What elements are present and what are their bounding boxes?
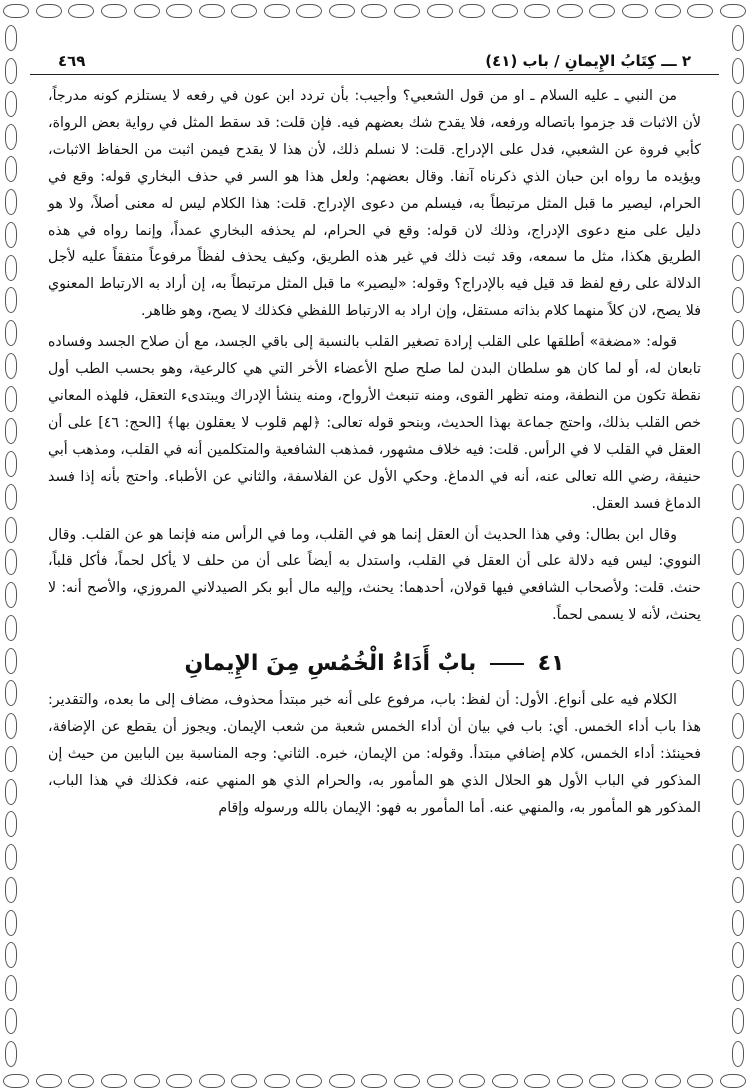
ornament-shape (5, 25, 17, 51)
chapter-number: ٤١ (537, 651, 565, 677)
ornament-shape (296, 1074, 322, 1088)
ornament-shape (732, 386, 744, 412)
ornament-shape (732, 124, 744, 150)
ornament-shape (732, 975, 744, 1001)
ornament-shape (5, 320, 17, 346)
ornament-shape (492, 1074, 518, 1088)
page-body (30, 75, 719, 822)
ornament-shape (134, 4, 160, 18)
ornament-shape (101, 4, 127, 18)
ornament-shape (5, 353, 17, 379)
ornament-shape (732, 25, 744, 51)
ornament-shape (394, 4, 420, 18)
ornament-shape (5, 844, 17, 870)
ornament-shape (622, 1074, 648, 1088)
ornament-shape (5, 255, 17, 281)
ornament-shape (296, 4, 322, 18)
ornament-shape (5, 1041, 17, 1067)
ornament-shape (5, 58, 17, 84)
page-header (30, 52, 719, 75)
ornament-shape (687, 1074, 713, 1088)
ornament-shape (166, 1074, 192, 1088)
ornament-shape (732, 582, 744, 608)
ornament-shape (732, 680, 744, 706)
ornament-shape (732, 517, 744, 543)
ornament-shape (492, 4, 518, 18)
ornament-shape (732, 1041, 744, 1067)
ornament-shape (655, 1074, 681, 1088)
ornament-shape (36, 4, 62, 18)
ornament-shape (459, 4, 485, 18)
ornament-shape (5, 877, 17, 903)
ornament-shape (589, 4, 615, 18)
heading-dash (490, 663, 524, 665)
ornament-shape (732, 648, 744, 674)
ornament-shape (459, 1074, 485, 1088)
ornament-shape (732, 353, 744, 379)
ornament-shape (68, 4, 94, 18)
ornament-shape (732, 942, 744, 968)
ornament-shape (5, 451, 17, 477)
ornamental-border-bottom (0, 1070, 749, 1092)
ornament-shape (394, 1074, 420, 1088)
ornament-shape (732, 320, 744, 346)
ornament-shape (427, 4, 453, 18)
ornament-shape (732, 418, 744, 444)
ornament-shape (5, 811, 17, 837)
ornament-shape (732, 91, 744, 117)
paragraph: وقال ابن بطال: وفي هذا الحديث أن العقل إنما هو في القلب، وما في الرأس منه فإنما هو عن القلب. وقال النووي: ليس فيه دلالة على أن العقل في القلب، واستدل به أيضاً على أن من حلف لا يأكل لحماً، فأكل قلباً، حنث. قلت: ولأصحاب الشافعي فيها قولان، أحدهما: يحنث، وإليه مال أبو بكر الصيدلاني المروزي، والأصح أنه: لا يحنث، لأنه لا يسمى لحماً. (48, 526, 701, 624)
ornament-shape (5, 648, 17, 674)
chapter-title: بابٌ أَدَاءُ الْخُمُسِ مِنَ الإِيمانِ (184, 651, 477, 677)
ornament-shape (134, 1074, 160, 1088)
ornament-shape (732, 910, 744, 936)
ornament-shape (427, 1074, 453, 1088)
ornament-shape (5, 746, 17, 772)
ornamental-border-right (727, 22, 749, 1070)
ornament-shape (5, 222, 17, 248)
running-title: ٢ ـــ كِتَابُ الإِيمانِ / باب (٤١) (485, 52, 691, 70)
paragraph: من النبي ـ عليه السلام ـ او من قول الشعبي؟ وأجيب: بأن تردد ابن عون في رفعه لا يستلزم كونه مدرجاً، لأن الاثبات قد جزموا باتصاله ورفعه، فلا يقدح شك بعضهم فيه. فإن قلت: قد سقط المثل في رواية بعض الرواة، كأبي فروة عن الشعبي، فدل على الإدراج. قلت: لا نسلم ذلك، لأن هذا لا يقدح فيمن اثبت من الحفاظ الاثبات، ويؤيده ما رواه ابن حبان الذي ذكرناه آنفا. وقال بعضهم: ولعل هذا هو السر في حذف البخاري قوله: وقع في الحرام، ليصير ما قبل المثل مرتبطاً به، فيسلم من دعوى الإدراج. قلت: هذا الكلام ليس له معنى أصلاً، ولا هو دليل على منع دعوى الإدراج، وذلك لان قوله: وقع في الحرام، لم يحذفه البخاري عمداً، وإنما رواه في هذه الطريق هكذا، مثل ما سمعه، وقد ثبت ذلك في غير هذه الطريق، وكيف يحذف لفظاً مرفوعاً متفقاً عليه لأجل الدلالة على رفع لفظ قد قيل فيه بالإدراج؟ وقوله: «ليصير» ما قبل المثل مرتبطاً به، إن أراد به الارتباط المعنوي فلا يصح، لان كلاً منهما كلام بذاته مستقل، وإن اراد به الارتباط اللفظي فكذلك لا يصح، وهو ظاهر. (48, 88, 701, 320)
ornament-shape (732, 287, 744, 313)
ornament-shape (5, 615, 17, 641)
ornament-shape (720, 4, 746, 18)
ornament-shape (5, 517, 17, 543)
ornament-shape (732, 844, 744, 870)
ornament-shape (231, 4, 257, 18)
ornament-shape (5, 386, 17, 412)
ornament-shape (361, 1074, 387, 1088)
ornament-shape (329, 4, 355, 18)
ornament-shape (732, 451, 744, 477)
ornament-shape (732, 1008, 744, 1034)
ornament-shape (732, 615, 744, 641)
ornament-shape (732, 713, 744, 739)
ornament-shape (5, 287, 17, 313)
ornament-shape (166, 4, 192, 18)
ornament-shape (524, 4, 550, 18)
ornament-shape (732, 255, 744, 281)
ornament-shape (5, 418, 17, 444)
ornament-shape (264, 4, 290, 18)
ornament-shape (5, 1008, 17, 1034)
ornament-shape (361, 4, 387, 18)
ornament-shape (5, 549, 17, 575)
ornament-shape (732, 779, 744, 805)
ornament-shape (732, 746, 744, 772)
ornament-shape (5, 156, 17, 182)
ornament-shape (557, 4, 583, 18)
ornament-shape (5, 942, 17, 968)
ornament-shape (655, 4, 681, 18)
ornament-shape (68, 1074, 94, 1088)
ornament-shape (732, 58, 744, 84)
ornament-shape (687, 4, 713, 18)
book-page (30, 52, 719, 1066)
ornament-shape (732, 156, 744, 182)
ornament-shape (329, 1074, 355, 1088)
ornament-shape (5, 779, 17, 805)
ornamental-border-top (0, 0, 749, 22)
ornament-shape (5, 975, 17, 1001)
ornament-shape (557, 1074, 583, 1088)
ornamental-border-left (0, 22, 22, 1070)
ornament-shape (5, 713, 17, 739)
ornament-shape (5, 91, 17, 117)
ornament-shape (5, 680, 17, 706)
ornament-shape (5, 124, 17, 150)
ornament-shape (732, 484, 744, 510)
ornament-shape (5, 484, 17, 510)
ornament-shape (5, 582, 17, 608)
ornament-shape (732, 549, 744, 575)
page-number: ٤٦٩ (58, 52, 86, 70)
chapter-heading (48, 649, 701, 679)
paragraph: الكلام فيه على أنواع. الأول: أن لفظ: باب، مرفوع على أنه خبر مبتدأ محذوف، مضاف إلى ما بعده، والتقدير: هذا باب أداء الخمس. أي: باب في بيان أن أداء الخمس شعبة من شعب الإيمان. ويجوز أن يقطع عن الإضافة، فحينئذ: أداء الخمس، كلام إضافي مبتدأ. وقوله: من الإيمان، خبره. الثاني: وجه المناسبة بين البابين من حيث إن المذكور في الباب الأول هو الحلال الذي هو المأمور به، والحرام الذي هو المنهي عنه، فكذلك في هذا الباب، المذكور هو المأمور به، والمنهي عنه. أما المأمور به فهو: الإيمان بالله ورسوله وإقام (48, 692, 701, 816)
ornament-shape (524, 1074, 550, 1088)
ornament-shape (101, 1074, 127, 1088)
ornament-shape (3, 4, 29, 18)
ornament-shape (3, 1074, 29, 1088)
ornament-shape (231, 1074, 257, 1088)
ornament-shape (589, 1074, 615, 1088)
ornament-shape (732, 811, 744, 837)
ornament-shape (199, 1074, 225, 1088)
ornament-shape (732, 222, 744, 248)
ornament-shape (732, 877, 744, 903)
ornament-shape (264, 1074, 290, 1088)
ornament-shape (622, 4, 648, 18)
ornament-shape (5, 910, 17, 936)
ornament-shape (199, 4, 225, 18)
ornament-shape (36, 1074, 62, 1088)
ornament-shape (732, 189, 744, 215)
ornament-shape (720, 1074, 746, 1088)
ornament-shape (5, 189, 17, 215)
paragraph: قوله: «مضغة» أطلقها على القلب إرادة تصغير القلب بالنسبة إلى باقي الجسد، مع أن صلاح الجسد وفساده تابعان له، أو لما كان هو سلطان البدن لما صلح صلح الأعضاء الأخر التي هي كالرعية، وهو بحسب الطب أول نقطة تكون من النطفة، ومنه تظهر القوى، ومنه تنبعث الأرواح، ومنه ينشأ الإدراك ويبتدىء التعقل، فلهذه المعاني خص القلب بذلك، واحتج جماعة بهذا الحديث، وبنحو قوله تعالى: ﴿لهم قلوب لا يعقلون بها﴾ [الحج: ٤٦] على أن العقل في القلب لا في الرأس. قلت: فيه خلاف مشهور، فمذهب الشافعية والمتكلمين أنه في القلب، ومذهب أبي حنيفة، رضي الله تعالى عنه، أنه في الدماغ. وحكي الأول عن الفلاسفة، والثاني عن الأطباء. واحتج بأنه إذا فسد الدماغ فسد العقل. (48, 334, 702, 512)
